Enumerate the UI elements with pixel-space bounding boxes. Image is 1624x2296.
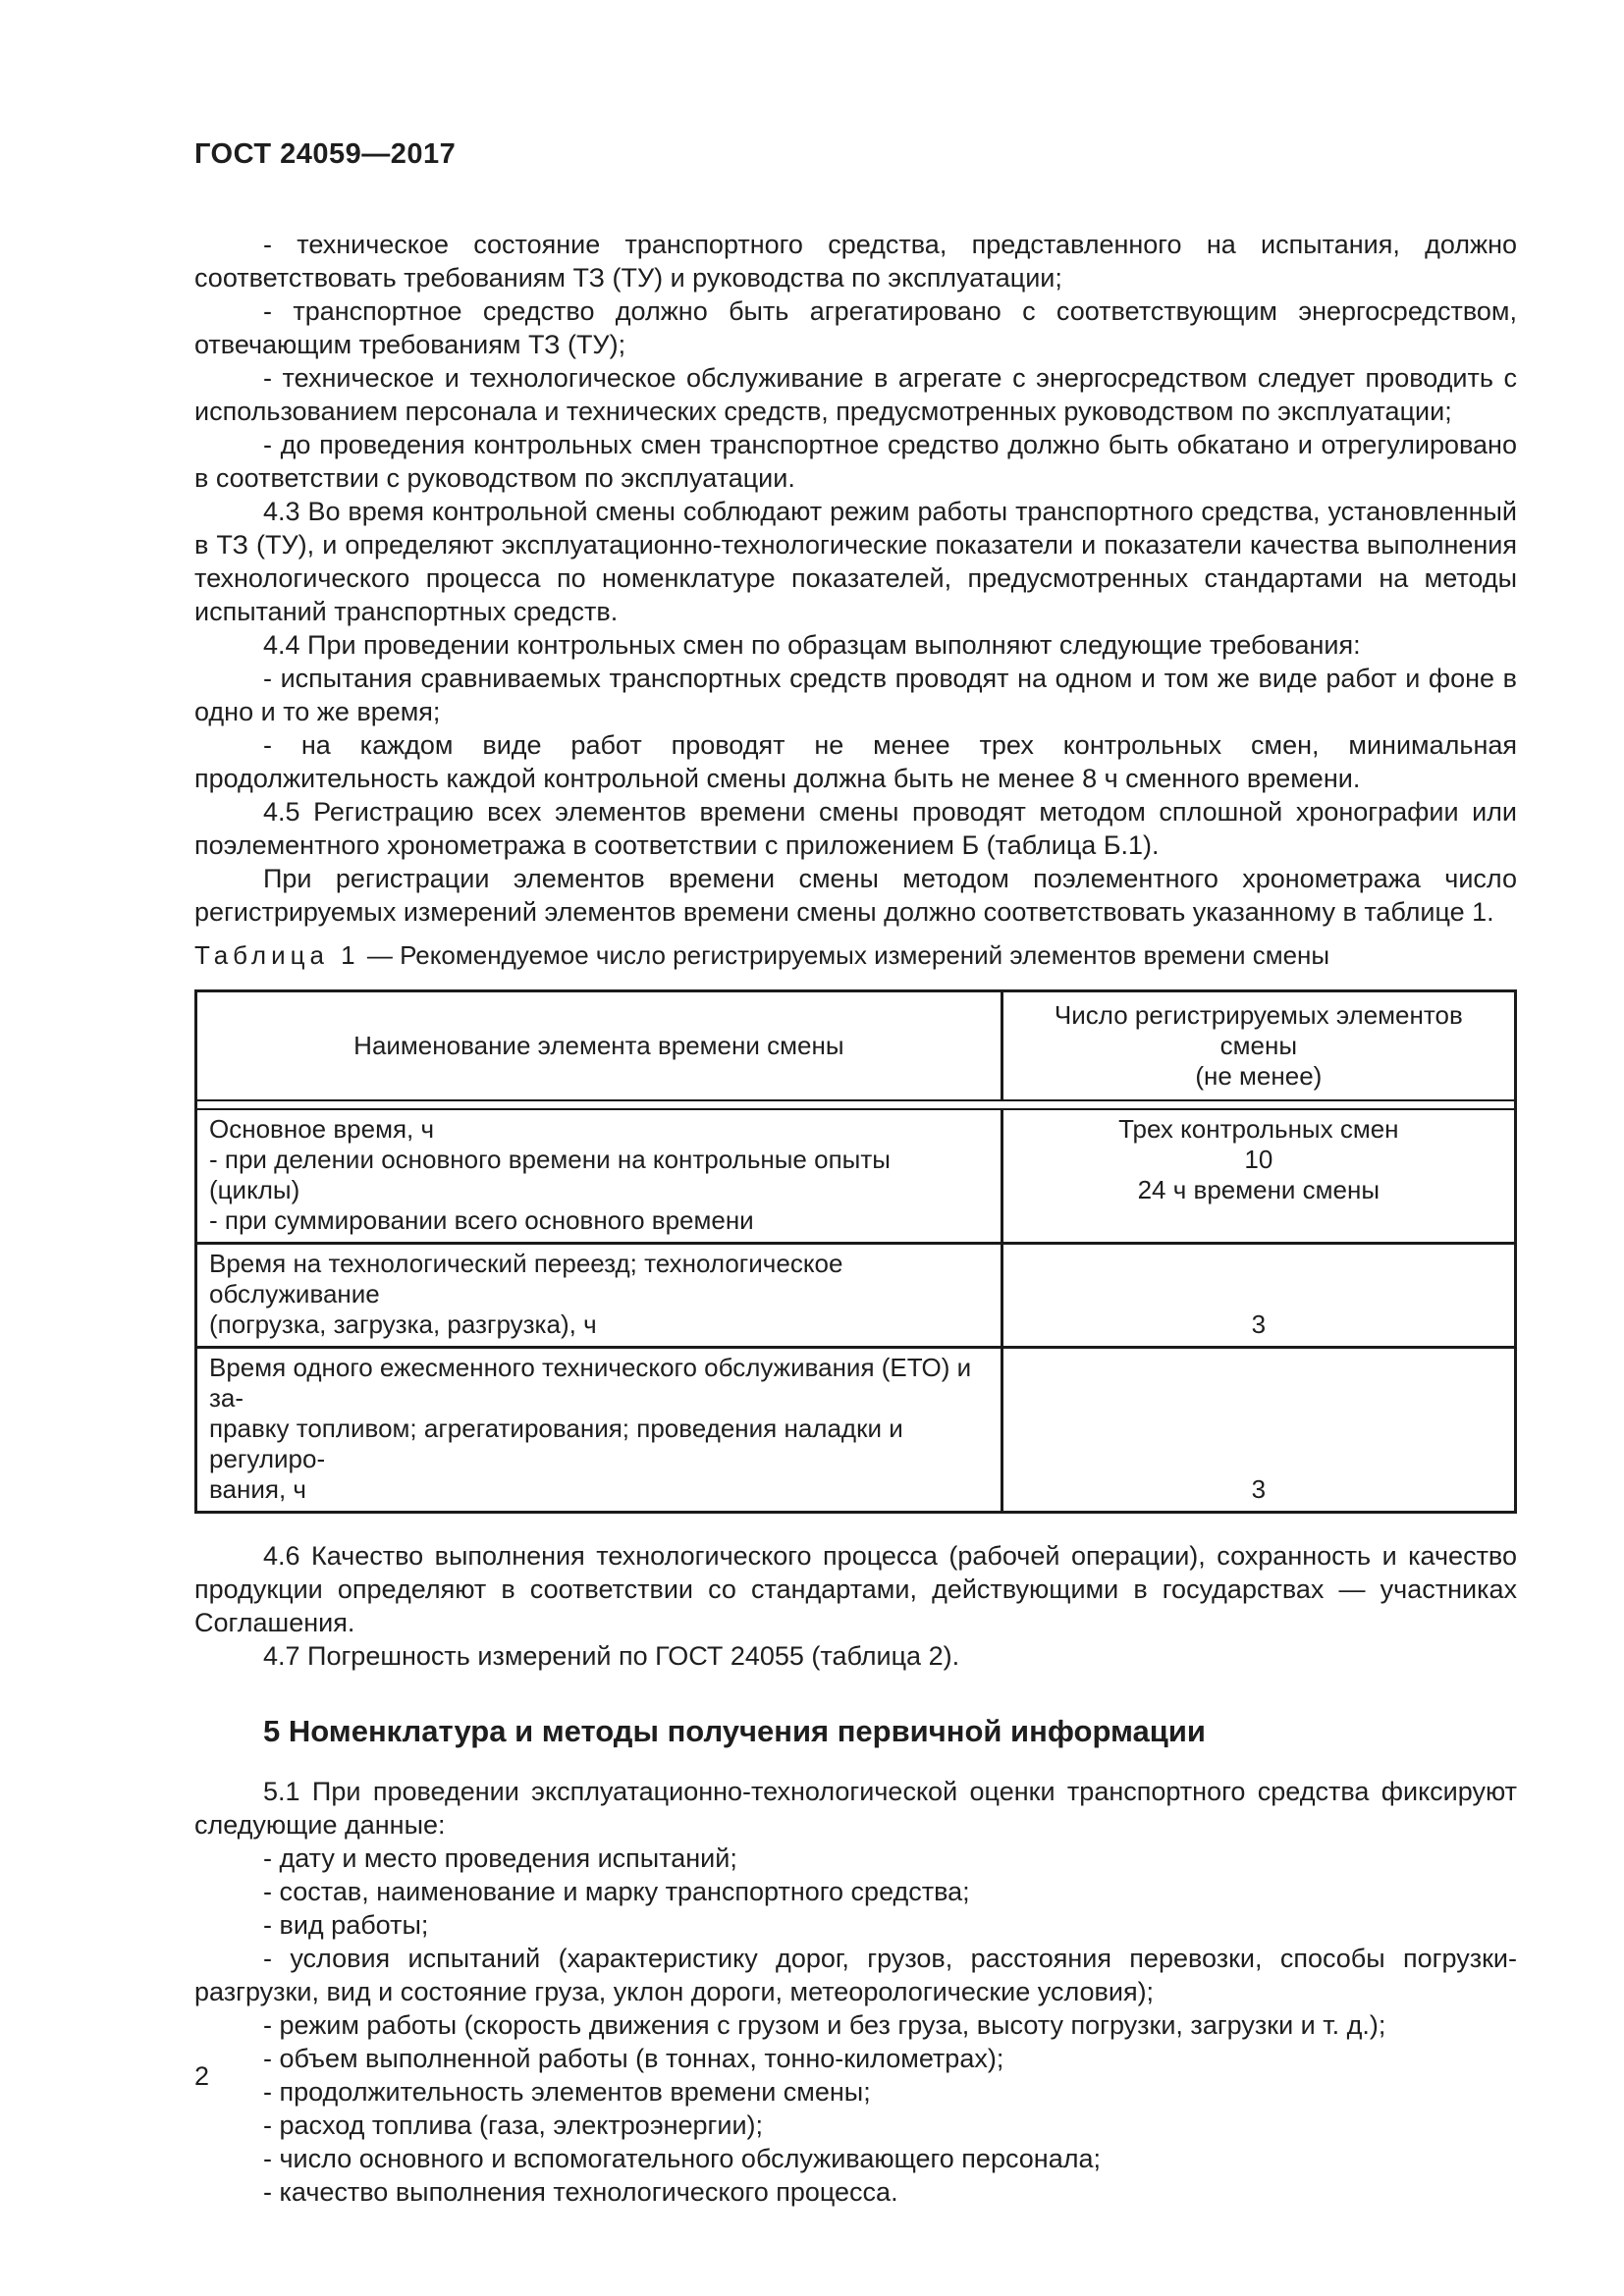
table-cell-value [1003, 1110, 1514, 1242]
list-item: - вид работы; [263, 1910, 429, 1940]
table-line: правку топливом; агрегатирования; проведения наладки и регулиро- [209, 1414, 903, 1473]
table-caption-label: Таблица 1 [194, 940, 360, 970]
list-item: - качество выполнения технологического процесса. [263, 2177, 898, 2207]
table-line: Трех контрольных смен [1118, 1114, 1399, 1144]
table-1 [194, 989, 1517, 1514]
table-line: Время на технологический переезд; технологическое обслуживание [209, 1249, 843, 1308]
list-item: - состав, наименование и марку транспортного средства; [263, 1877, 970, 1906]
table-line: Основное время, ч [209, 1114, 435, 1144]
table-header-col1: Наименование элемента времени смены [197, 992, 1003, 1099]
table-cell-name [197, 1349, 1003, 1511]
doc-code-header: ГОСТ 24059—2017 [194, 138, 457, 170]
list-item: - дату и место проведения испытаний; [263, 1843, 737, 1873]
paragraph-4-4: 4.4 При проведении контрольных смен по образцам выполняют следующие требования: [263, 630, 1361, 660]
table-row [197, 1242, 1514, 1346]
list-item: - объем выполненной работы (в тоннах, тонно-километрах); [263, 2044, 1004, 2073]
table-line: 24 ч времени смены [1137, 1175, 1380, 1204]
paragraph-5-1: 5.1 При проведении эксплуатационно-технологической оценки транспортного средства фиксируют следующие данные: [194, 1777, 1517, 1840]
paragraph: - до проведения контрольных смен транспортное средство должно быть обкатано и отрегулировано в соответствии с руководством по эксплуатации. [194, 430, 1517, 493]
paragraph: - транспортное средство должно быть агрегатировано с соответствующим энергосредством, отвечающим требованиям ТЗ (ТУ); [194, 296, 1517, 359]
paragraph: - испытания сравниваемых транспортных средств проводят на одном и том же виде работ и фоне в одно и то же время; [194, 664, 1517, 726]
table-header-row [197, 992, 1514, 1101]
paragraph: При регистрации элементов времени смены методом поэлементного хронометража число регистрируемых измерений элементов времени смены должно соответствовать указанному в таблице 1. [194, 864, 1517, 927]
table-line: Время одного ежесменного технического обслуживания (ЕТО) и за- [209, 1353, 972, 1413]
list-item: - продолжительность элементов времени смены; [263, 2077, 871, 2107]
table-line: - при делении основного времени на контрольные опыты (циклы) [209, 1145, 891, 1204]
table-cell-name [197, 1245, 1003, 1346]
list-item: - режим работы (скорость движения с грузом и без груза, высоту погрузки, загрузки и т. д.); [263, 2010, 1386, 2040]
table-line: 10 [1244, 1145, 1273, 1174]
list-item: - расход топлива (газа, электроэнергии); [263, 2110, 764, 2140]
table-caption-text: — Рекомендуемое число регистрируемых измерений элементов времени смены [366, 940, 1330, 970]
section-5-heading: 5 Номенклатура и методы получения первичной информации [263, 1714, 1206, 1748]
table-cell-value [1003, 1349, 1514, 1511]
table-cell-name [197, 1110, 1003, 1242]
table-row [197, 1110, 1514, 1242]
table-value: 3 [1251, 1309, 1267, 1339]
page-number: 2 [194, 2061, 210, 2091]
table-line: вания, ч [209, 1474, 306, 1504]
double-rule-gap [197, 1101, 1514, 1110]
table-line: (погрузка, загрузка, разгрузка), ч [209, 1309, 597, 1339]
paragraph-4-7: 4.7 Погрешность измерений по ГОСТ 24055 (таблица 2). [263, 1641, 960, 1671]
table-value: 3 [1251, 1474, 1267, 1504]
table-cell-value [1003, 1245, 1514, 1346]
list-item: - число основного и вспомогательного обслуживающего персонала; [263, 2144, 1101, 2173]
paragraph-4-6: 4.6 Качество выполнения технологического процесса (рабочей операции), сохранность и качество продукции определяют в соответствии со стандартами, действующими в государствах — участниках Соглашения. [194, 1541, 1517, 1637]
table-header-col2-line2: (не менее) [1195, 1061, 1323, 1091]
table-line: - при суммировании всего основного времени [209, 1205, 754, 1235]
paragraph-4-5: 4.5 Регистрацию всех элементов времени смены проводят методом сплошной хронографии или поэлементного хронометража в соответствии с приложением Б (таблица Б.1). [194, 797, 1517, 860]
paragraph-4-3: 4.3 Во время контрольной смены соблюдают режим работы транспортного средства, установленный в ТЗ (ТУ), и определяют эксплуатационно-технологические показатели и показатели качества выполнения технологического процесса по номенклатуре показателей, предусмотренных стандартами на методы испытаний транспортных средств. [194, 497, 1517, 626]
list-item: - условия испытаний (характеристику дорог, грузов, расстояния перевозки, способы погрузки-разгрузки, вид и состояние груза, уклон дороги, метеорологические условия); [194, 1944, 1517, 2006]
paragraph: - техническое состояние транспортного средства, представленного на испытания, должно соответствовать требованиям ТЗ (ТУ) и руководства по эксплуатации; [194, 230, 1517, 293]
table-header-col2-line1: Число регистрируемых элементов смены [1054, 1000, 1463, 1060]
paragraph: - техническое и технологическое обслуживание в агрегате с энергосредством следует проводить с использованием персонала и технических средств, предусмотренных руководством по эксплуатации; [194, 363, 1517, 426]
table-header-col2 [1003, 992, 1514, 1099]
table-row [197, 1346, 1514, 1511]
table-caption [194, 938, 1517, 972]
paragraph: - на каждом виде работ проводят не менее трех контрольных смен, минимальная продолжительность каждой контрольной смены должна быть не менее 8 ч сменного времени. [194, 730, 1517, 793]
